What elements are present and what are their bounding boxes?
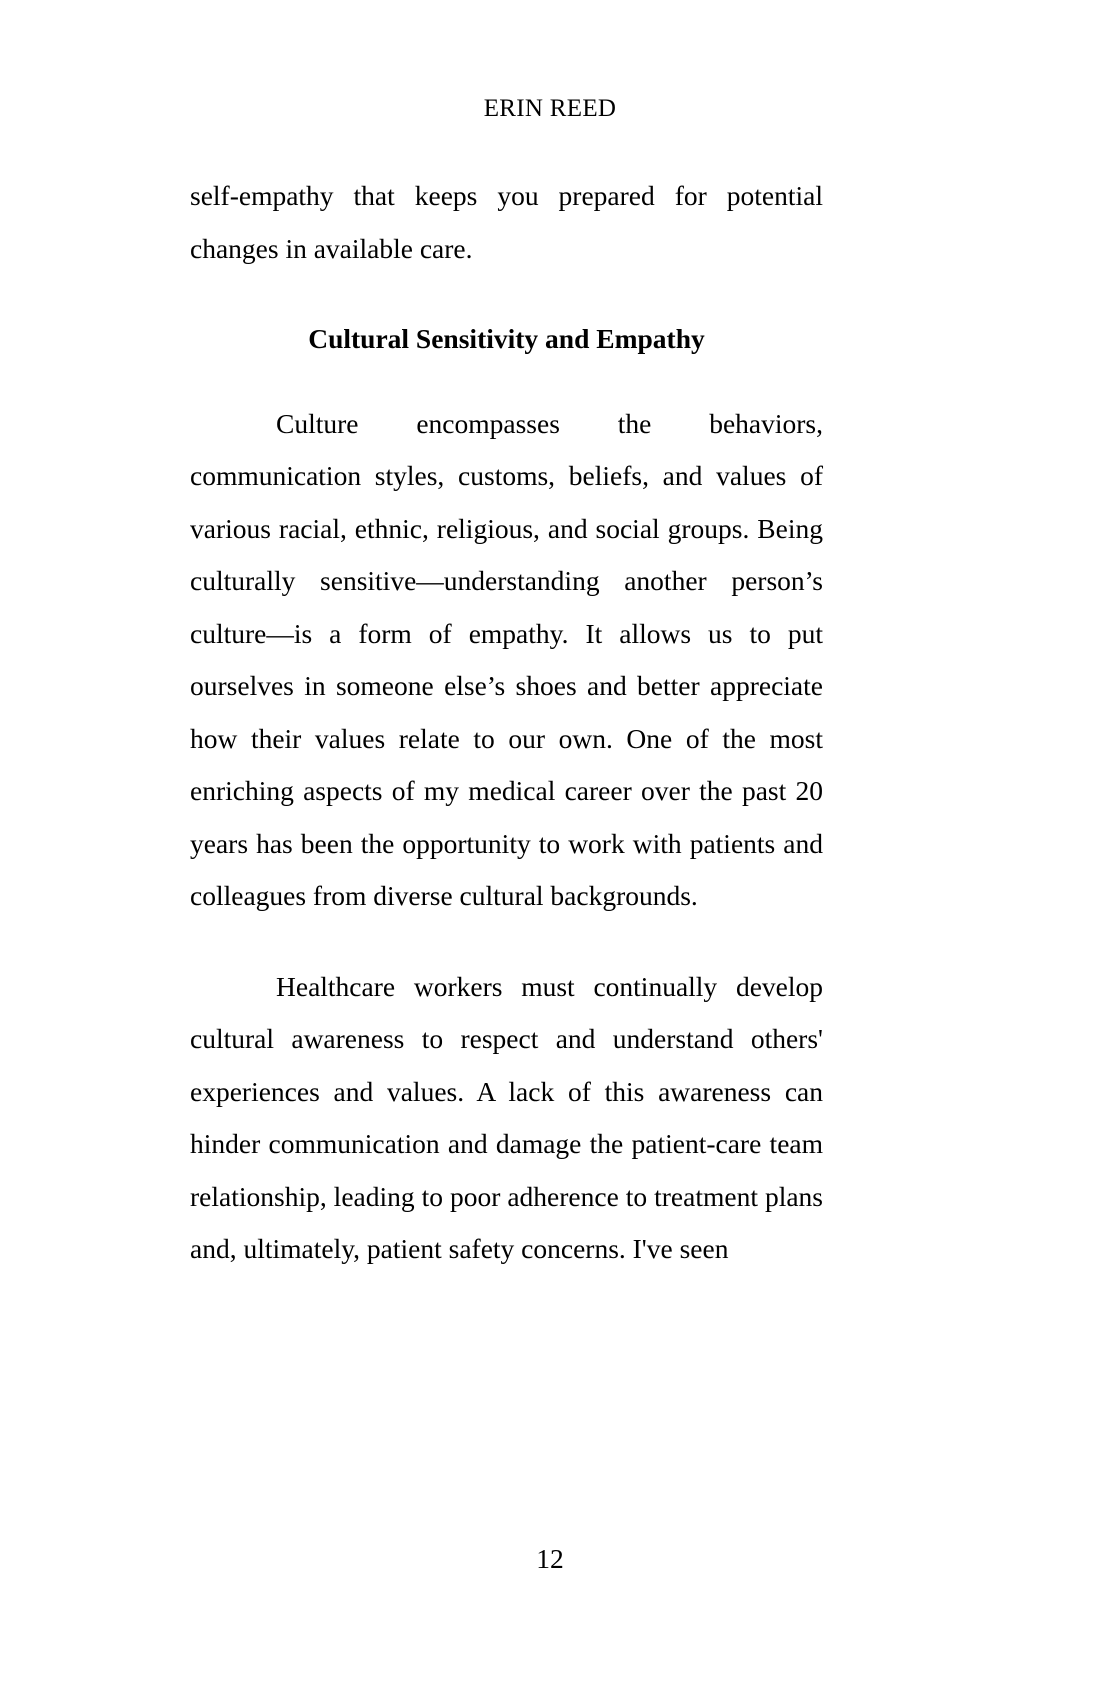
spacer-before-heading (190, 275, 823, 313)
continued-paragraph: self-empathy that keeps you prepared for potential changes in available care. (190, 180, 823, 264)
section-heading: Cultural Sensitivity and Empathy (308, 323, 705, 354)
running-head: ERIN REED (483, 95, 617, 122)
page-number: 12 (536, 1542, 564, 1574)
body-paragraph: Culture encompasses the behaviors, communication styles, customs, beliefs, and values of various racial, ethnic, religious, and social groups. Being culturally sensitive—understanding another person’s culture—is a form of empathy. It allows us to put ourselves in someone else’s shoes and better appreciate how their values relate to our own. One of the most enriching aspects of my medical career over the past 20 years has been the opportunity to work with patients and colleagues from diverse cultural backgrounds. (190, 407, 823, 911)
page-body (190, 170, 823, 1276)
spacer-after-heading (190, 366, 823, 398)
spacer-between-paragraphs (190, 923, 823, 961)
body-paragraph: Healthcare workers must continually develop cultural awareness to respect and understand others' experiences and values. A lack of this awareness can hinder communication and damage the patient-care team relationship, leading to poor adherence to treatment plans and, ultimately, patient safety concerns. I've seen (190, 970, 823, 1264)
